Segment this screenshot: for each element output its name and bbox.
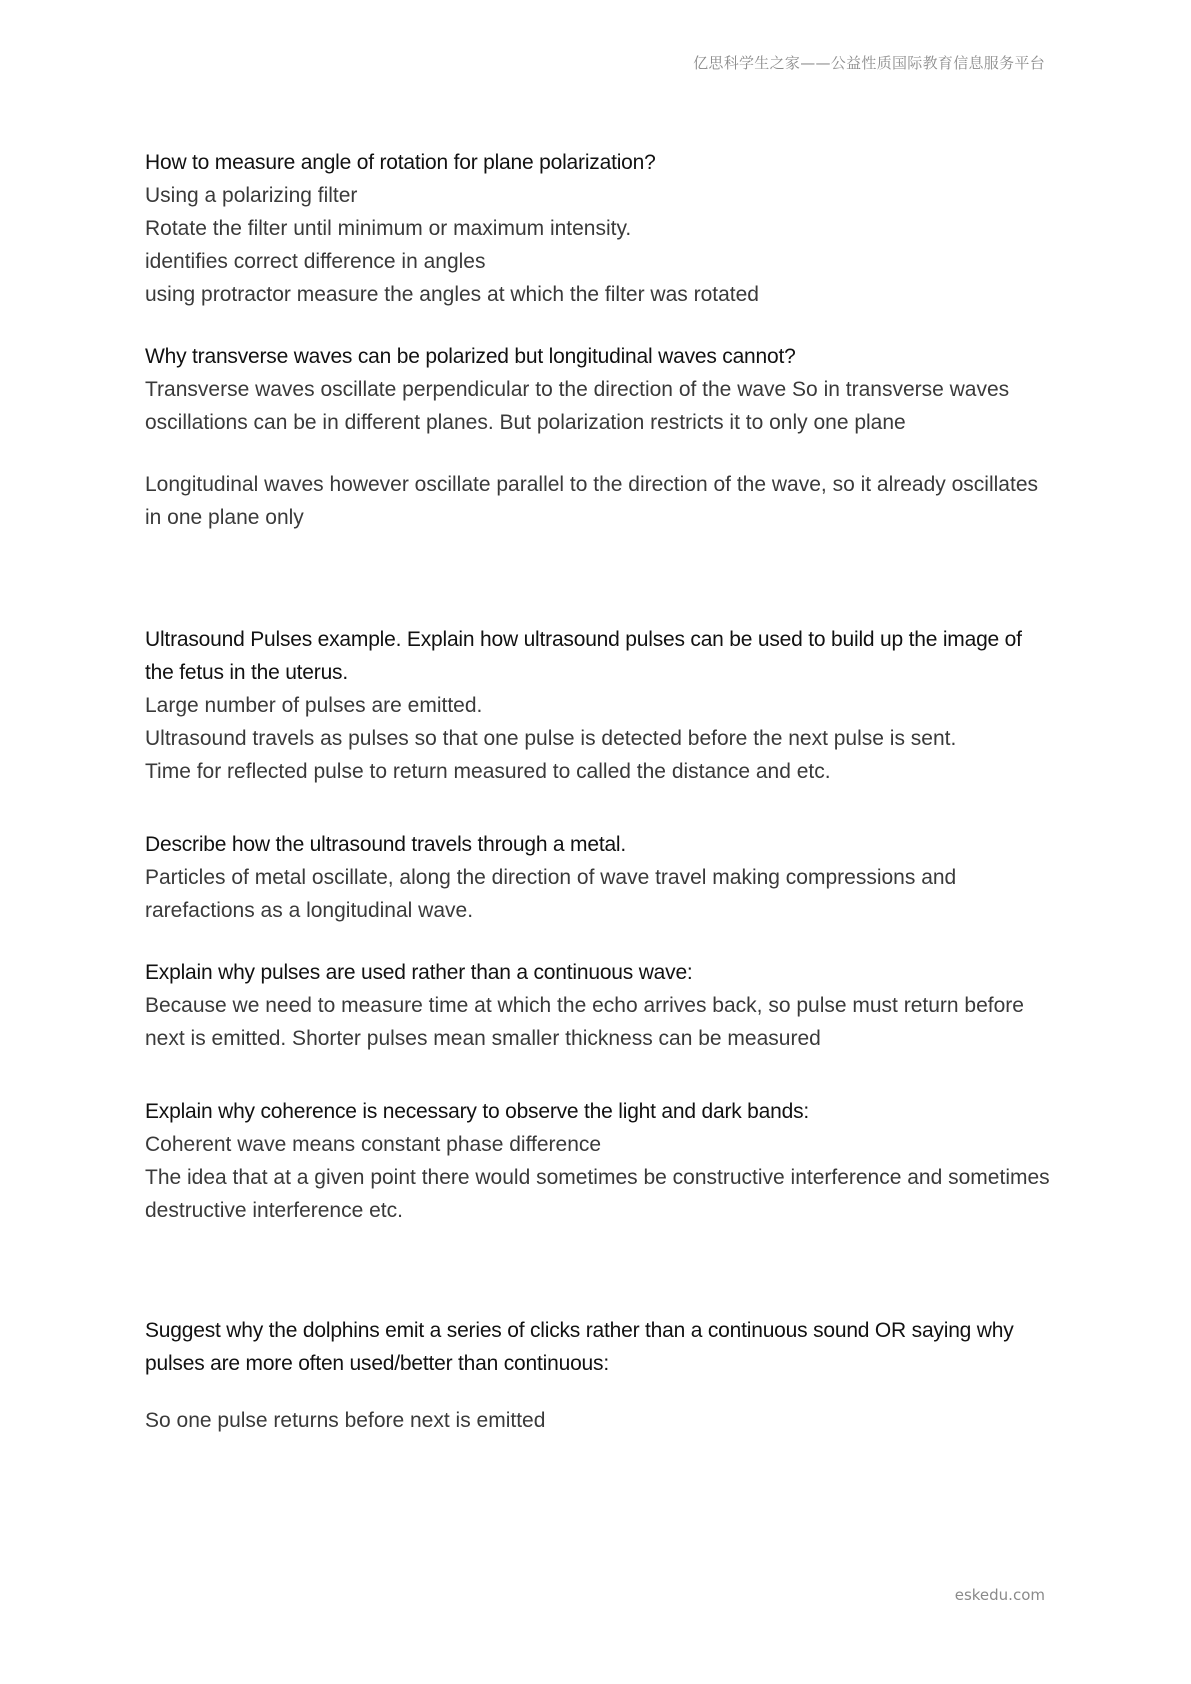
question-heading: Describe how the ultrasound travels through a metal.: [145, 833, 627, 856]
section-coherence: [145, 1095, 1055, 1227]
section-ultrasound-imaging: [145, 623, 1055, 788]
answer-line: Large number of pulses are emitted.: [145, 694, 483, 717]
section-pulses-vs-continuous: [145, 956, 1055, 1055]
answer-paragraph: Transverse waves oscillate perpendicular to the direction of the wave So in transverse waves oscillations can be in different planes. But polarization restricts it to only one plane: [145, 378, 1010, 434]
section-dolphin-clicks: [145, 1314, 1055, 1437]
answer-line: Rotate the filter until minimum or maximum intensity.: [145, 217, 632, 240]
question-heading: Explain why pulses are used rather than a continuous wave:: [145, 961, 693, 984]
answer-line: identifies correct difference in angles: [145, 250, 486, 273]
answer-line: Coherent wave means constant phase difference: [145, 1133, 602, 1156]
section-polarization-angle: [145, 146, 1055, 311]
answer-line: So one pulse returns before next is emitted: [145, 1409, 546, 1432]
question-heading: How to measure angle of rotation for plane polarization?: [145, 151, 656, 174]
question-heading: Why transverse waves can be polarized but longitudinal waves cannot?: [145, 345, 796, 368]
question-heading: Explain why coherence is necessary to observe the light and dark bands:: [145, 1100, 810, 1123]
answer-paragraph: Particles of metal oscillate, along the direction of wave travel making compressions and rarefactions as a longitudinal wave.: [145, 866, 957, 922]
answer-line: Time for reflected pulse to return measured to called the distance and etc.: [145, 760, 831, 783]
answer-line: Ultrasound travels as pulses so that one pulse is detected before the next pulse is sent.: [145, 727, 957, 750]
document-body: [145, 146, 1055, 1437]
question-heading: Suggest why the dolphins emit a series of clicks rather than a continuous sound OR saying why pulses are more often used/better than continuous:: [145, 1319, 1014, 1375]
section-ultrasound-metal: [145, 828, 1055, 927]
question-heading: Ultrasound Pulses example. Explain how ultrasound pulses can be used to build up the image of the fetus in the uterus.: [145, 628, 1022, 684]
page-header: 亿思科学生之家——公益性质国际教育信息服务平台: [693, 54, 1045, 72]
answer-paragraph: Because we need to measure time at which the echo arrives back, so pulse must return before next is emitted. Shorter pulses mean smaller thickness can be measured: [145, 994, 1024, 1050]
answer-line: using protractor measure the angles at which the filter was rotated: [145, 283, 759, 306]
answer-paragraph: Longitudinal waves however oscillate parallel to the direction of the wave, so it already oscillates in one plane only: [145, 473, 1038, 529]
page-footer: eskedu.com: [954, 1586, 1045, 1604]
answer-line: Using a polarizing filter: [145, 184, 358, 207]
answer-paragraph: The idea that at a given point there would sometimes be constructive interference and sometimes destructive interference etc.: [145, 1166, 1050, 1222]
section-transverse-polarization: [145, 340, 1055, 534]
